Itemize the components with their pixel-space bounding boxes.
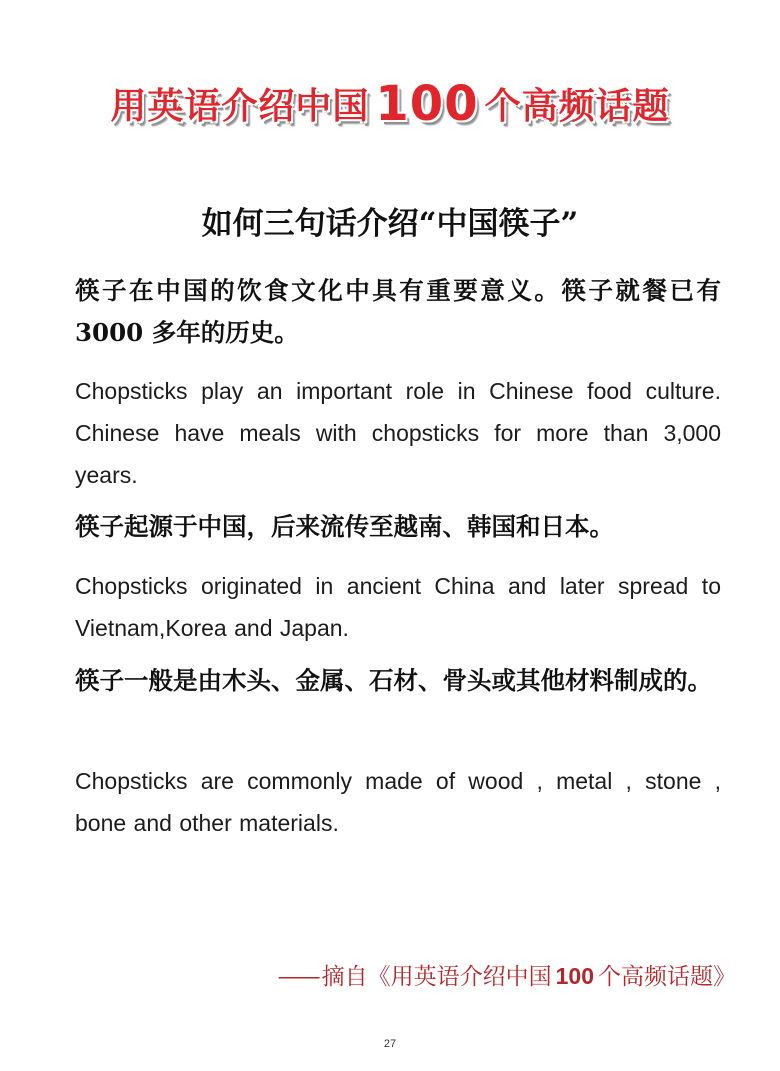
- banner-title-number: 100: [375, 76, 479, 132]
- section-2-english: Chopsticks originated in ancient China and later spread to Vietnam,Korea and Japan.: [75, 573, 721, 641]
- source-prefix: 摘自《用英语介绍中国: [321, 964, 552, 990]
- banner-title-suffix: 个高频话题: [484, 86, 670, 127]
- article-title: 如何三句话介绍“中国筷子”: [201, 206, 579, 242]
- section-2-chinese: 筷子起源于中国，后来流传至越南、韩国和日本。: [75, 512, 614, 541]
- banner-title-prefix: 用英语介绍中国: [110, 86, 370, 127]
- source-citation: [278, 952, 736, 1001]
- page-number: 27: [383, 1038, 397, 1050]
- section-1-english: Chopsticks play an important role in Chinese food culture. Chinese have meals with chopsticks for more than 3,000 years.: [75, 378, 721, 488]
- source-suffix: 个高频话题》: [598, 964, 736, 990]
- source-dash: ——: [277, 964, 318, 990]
- section-3-english: Chopsticks are commonly made of wood , metal , stone , bone and other materials.: [75, 768, 721, 836]
- source-number: 100: [555, 963, 594, 989]
- section-1-chinese: 筷子在中国的饮食文化中具有重要意义。筷子就餐已有3000 多年的历史。: [75, 276, 721, 347]
- section-3-chinese: 筷子一般是由木头、金属、石材、骨头或其他材料制成的。: [75, 666, 712, 695]
- banner-title: [0, 72, 780, 137]
